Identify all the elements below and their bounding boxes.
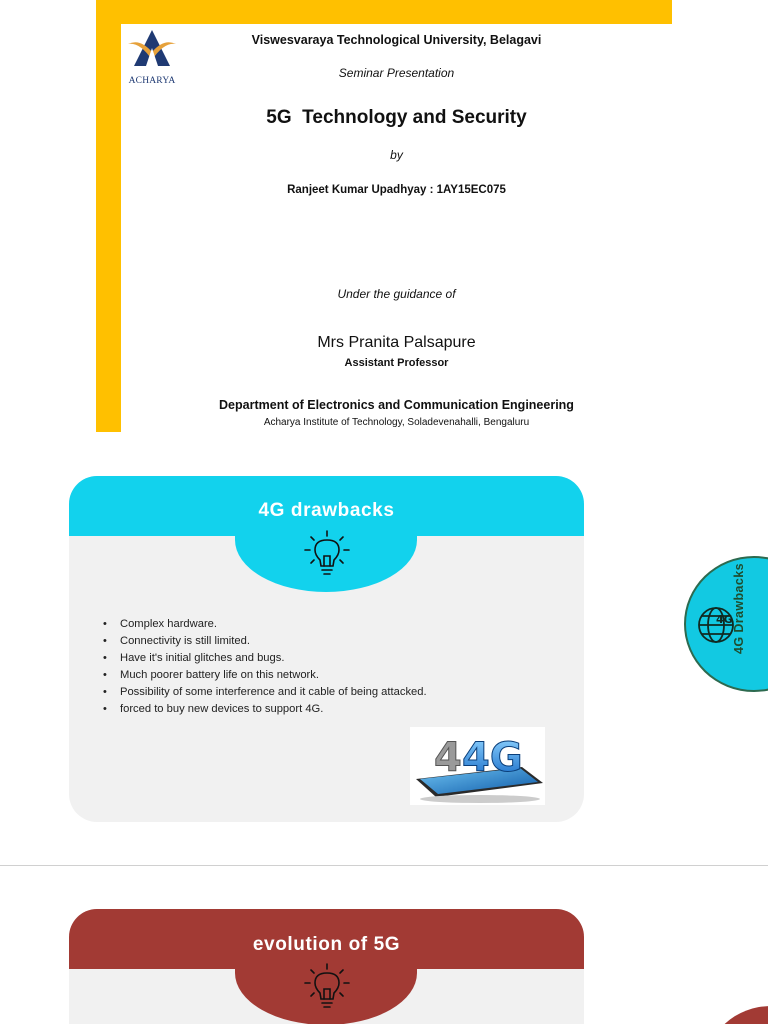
list-item: • Connectivity is still limited. [103,633,523,650]
4g-phone-image [410,727,545,805]
seminar-label: Seminar Presentation [338,66,455,80]
university-name: Viswesvaraya Technological University, Belagavi [251,33,542,47]
side-badge[interactable] [706,1006,768,1024]
guidance-label: Under the guidance of [337,287,456,301]
evolution-slide[interactable] [0,866,768,1024]
by-label: by [390,148,403,162]
drawbacks-slide[interactable] [0,432,768,864]
lightbulb-icon [303,963,351,1013]
list-item: • Complex hardware. [103,616,523,633]
side-badge-label: 4G Drawbacks [732,563,746,654]
drawbacks-list [103,616,523,718]
image-text: 4G [462,735,523,781]
slide-title: 4G drawbacks [258,500,395,521]
logo-text: ACHARYA [128,76,176,86]
list-item: • forced to buy new devices to support 4G. [103,701,523,718]
title-slide[interactable] [96,0,672,432]
list-item: • Much poorer battery life on this network. [103,667,523,684]
list-item: • Possibility of some interference and it cable of being attacked. [103,684,523,701]
slide-title: evolution of 5G [252,934,401,955]
list-item: • Have it's initial glitches and bugs. [103,650,523,667]
guide-name: Mrs Pranita Palsapure [317,334,476,351]
department-name: Department of Electronics and Communication Engineering [219,398,574,412]
guide-role: Assistant Professor [344,357,449,369]
svg-text:4: 4 [434,735,462,781]
drawbacks-card [69,476,584,822]
top-accent-bar [96,0,672,24]
lightbulb-icon [303,530,351,580]
institute-name: Acharya Institute of Technology, Soladevenahalli, Bengaluru [263,417,530,428]
side-badge[interactable] [684,556,768,692]
presentation-title: 5G Technology and Security [266,107,527,128]
author-name: Ranjeet Kumar Upadhyay : 1AY15EC075 [287,184,506,196]
svg-text:4G: 4G [716,613,733,626]
evolution-card [69,909,584,1024]
left-accent-bar [96,0,121,432]
